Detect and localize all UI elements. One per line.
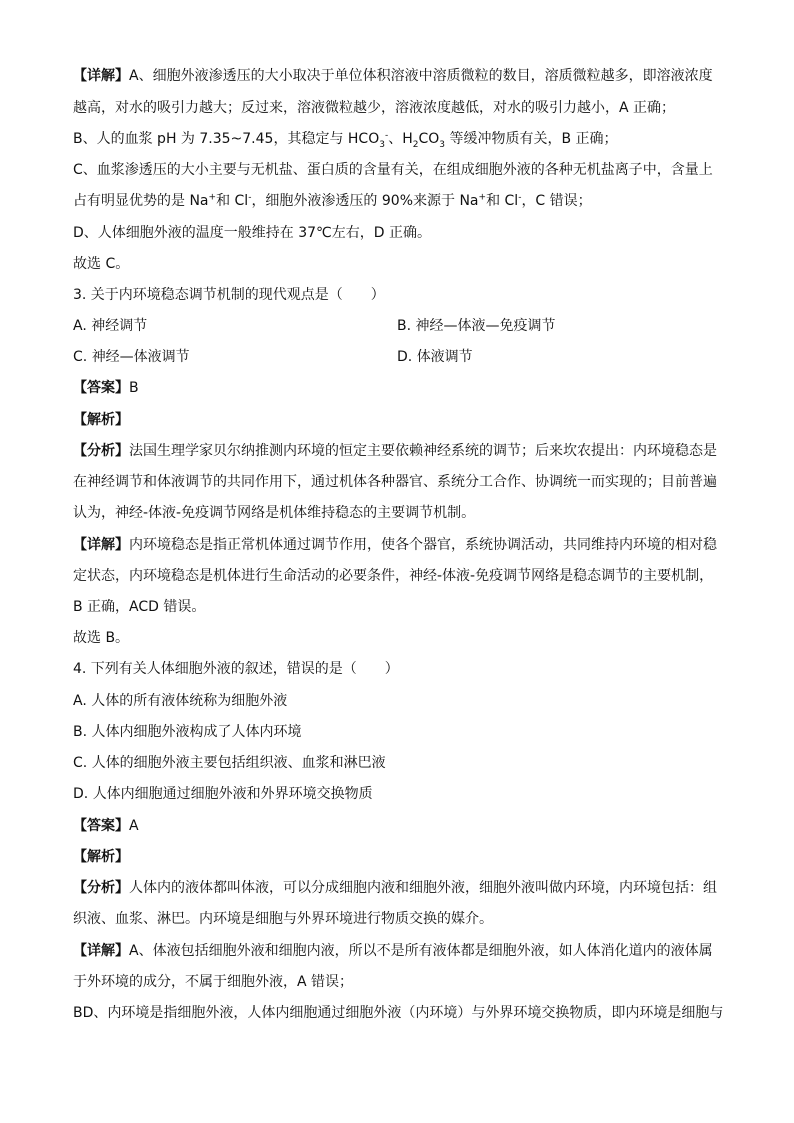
q4-option-c: C. 人体的细胞外液主要包括组织液、血浆和淋巴液: [73, 755, 386, 771]
q4-option-a: A. 人体的所有液体统称为细胞外液: [73, 693, 288, 709]
q4-option-b: B. 人体内细胞外液构成了人体内环境: [73, 724, 302, 740]
q4-answer: 【答案】A: [73, 818, 139, 834]
q3-option-c: C. 神经—体液调节: [73, 349, 190, 365]
q2-detail-line-d: D、人体细胞外液的温度一般维持在 37℃左右，D 正确。: [73, 225, 431, 241]
q2-detail-line-1: 【详解】A、细胞外液渗透压的大小取决于单位体积溶液中溶质微粒的数目，溶质微粒越多，即溶液浓度: [73, 68, 713, 84]
q2-choose: 故选 C。: [73, 256, 130, 272]
q4-stem: 4. 下列有关人体细胞外液的叙述，错误的是（ ）: [73, 661, 399, 677]
q3-fenxi-line-2: 在神经调节和体液调节的共同作用下，通过机体各种器官、系统分工合作、协调统一而实现的；目前普遍: [73, 474, 717, 490]
q2-detail-line-b: B、人的血浆 pH 为 7.35~7.45，其稳定与 $HCO_3^-$、$H_2CO_3$ 等缓冲物质有关，B 正确；: [73, 130, 618, 150]
q3-stem: 3. 关于内环境稳态调节机制的现代观点是（ ）: [73, 287, 385, 303]
q3-analysis-heading: 【解析】: [73, 412, 129, 428]
q3-option-d: D. 体液调节: [397, 349, 473, 365]
q3-detail-line-1: 【详解】内环境稳态是指正常机体通过调节作用，使各个器官，系统协调活动，共同维持内环境的相对稳: [73, 537, 717, 553]
q3-detail-line-3: B 正确，ACD 错误。: [73, 599, 206, 615]
q3-option-b: B. 神经—体液—免疫调节: [397, 318, 556, 334]
q3-option-a: A. 神经调节: [73, 318, 148, 334]
q4-option-d: D. 人体内细胞通过细胞外液和外界环境交换物质: [73, 786, 373, 802]
q2-detail-line-c1: C、血浆渗透压的大小主要与无机盐、蛋白质的含量有关，在组成细胞外液的各种无机盐离子中，含量上: [73, 162, 713, 178]
q4-fenxi-line-2: 织液、血浆、淋巴。内环境是细胞与外界环境进行物质交换的媒介。: [73, 911, 493, 927]
q2-detail-line-2: 越高，对水的吸引力越大；反过来，溶液微粒越少，溶液浓度越低，对水的吸引力越小，A 正确；: [73, 100, 676, 116]
q4-analysis-heading: 【解析】: [73, 849, 129, 865]
q4-fenxi-line-1: 【分析】人体内的液体都叫体液，可以分成细胞内液和细胞外液，细胞外液叫做内环境，内环境包括：组: [73, 880, 717, 896]
q3-answer: 【答案】B: [73, 380, 139, 396]
q4-detail-line-2: 于外环境的成分，不属于细胞外液，A 错误；: [73, 974, 354, 990]
q3-fenxi-line-3: 认为，神经-体液-免疫调节网络是机体维持稳态的主要调节机制。: [73, 505, 476, 521]
q2-detail-line-c2: 占有明显优势的是 Na+和 Cl-，细胞外液渗透压的 90%来源于 Na+和 Cl-，C 错误；: [73, 192, 592, 209]
q4-detail-line-1: 【详解】A、体液包括细胞外液和细胞内液，所以不是所有液体都是细胞外液，如人体消化道内的液体属: [73, 943, 713, 959]
q3-detail-line-2: 定状态，内环境稳态是机体进行生命活动的必要条件，神经-体液-免疫调节网络是稳态调节的主要机制，: [73, 568, 714, 584]
q3-choose: 故选 B。: [73, 630, 130, 646]
q4-detail-line-3: BD、内环境是指细胞外液，人体内细胞通过细胞外液（内环境）与外界环境交换物质，即内环境是细胞与: [73, 1005, 724, 1021]
q3-fenxi-line-1: 【分析】法国生理学家贝尔纳推测内环境的恒定主要依赖神经系统的调节；后来坎农提出：内环境稳态是: [73, 443, 717, 459]
detail-tag: 【详解】: [73, 68, 129, 84]
